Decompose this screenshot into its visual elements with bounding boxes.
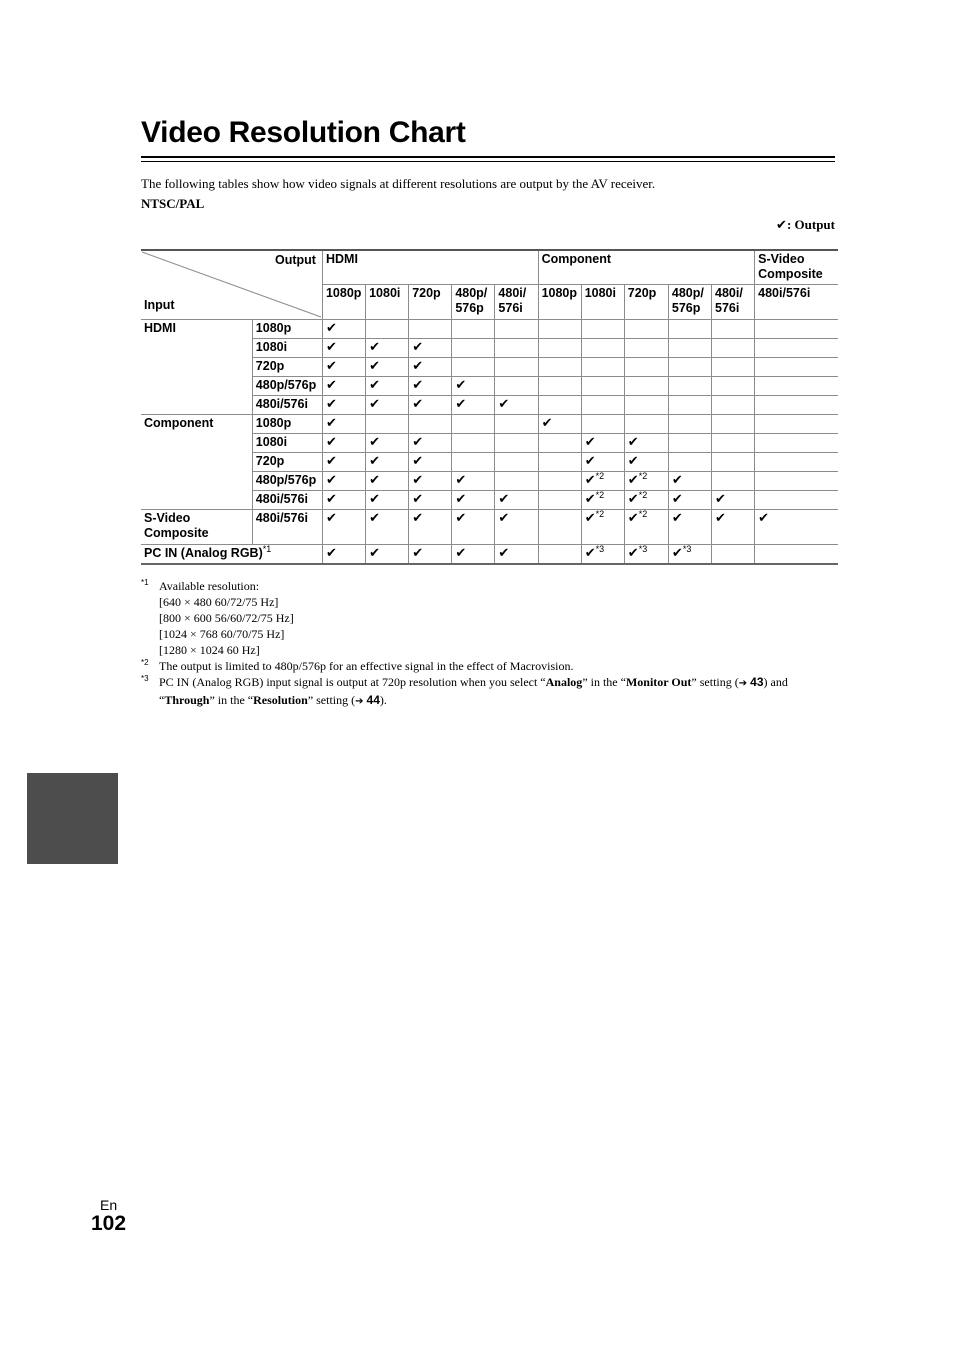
output-cell — [712, 472, 755, 491]
check-icon: ✔ — [498, 397, 510, 412]
output-cell — [538, 320, 581, 339]
output-cell — [538, 453, 581, 472]
output-cell — [452, 434, 495, 453]
input-group-label — [141, 545, 322, 565]
output-legend — [776, 217, 835, 233]
output-cell — [538, 358, 581, 377]
output-cell — [366, 396, 409, 415]
output-cell — [366, 453, 409, 472]
legend-text: : Output — [786, 217, 835, 232]
check-icon: ✔ — [671, 511, 683, 526]
page-title: Video Resolution Chart — [141, 116, 466, 149]
output-cell — [538, 396, 581, 415]
check-icon: ✔ — [325, 511, 337, 526]
footnote-ref: *2 — [638, 490, 648, 500]
output-cell — [668, 396, 711, 415]
output-cell — [538, 545, 581, 565]
footnote-mark: *3 — [141, 674, 149, 683]
output-cell — [409, 510, 452, 545]
output-cell — [668, 358, 711, 377]
output-cell — [495, 434, 538, 453]
arrow-icon: ➔ — [355, 696, 364, 707]
output-cell — [366, 377, 409, 396]
output-cell — [322, 377, 365, 396]
check-icon: ✔ — [412, 546, 424, 561]
intro-paragraph: The following tables show how video signals at different resolutions are output by the AV receiver. — [141, 176, 656, 191]
output-cell — [495, 358, 538, 377]
output-cell — [755, 320, 838, 339]
check-icon: ✔ — [369, 340, 380, 355]
output-cell — [366, 545, 409, 565]
output-cell — [409, 415, 452, 434]
output-cell — [712, 434, 755, 453]
output-cell — [755, 545, 838, 565]
output-cell — [495, 545, 538, 565]
check-icon: ✔ — [412, 340, 424, 355]
resolution-header: 1080p — [322, 285, 365, 320]
output-cell — [409, 377, 452, 396]
check-icon: ✔ — [325, 546, 337, 561]
output-cell — [322, 396, 365, 415]
check-icon: ✔ — [369, 435, 380, 450]
output-cell — [624, 358, 668, 377]
output-cell — [366, 339, 409, 358]
output-cell — [366, 510, 409, 545]
output-cell — [366, 472, 409, 491]
output-cell — [668, 320, 711, 339]
output-cell — [755, 472, 838, 491]
resolution-header: 1080i — [366, 285, 409, 320]
footnote-text: Available resolution: — [159, 579, 260, 593]
check-icon: ✔ — [776, 218, 787, 233]
group-header-hdmi: HDMI — [322, 250, 538, 285]
check-icon: ✔ — [455, 397, 467, 412]
input-resolution: 1080p — [252, 320, 322, 339]
output-cell — [322, 320, 365, 339]
check-icon: ✔ — [412, 511, 424, 526]
check-icon: ✔ — [369, 492, 380, 507]
output-cell — [409, 472, 452, 491]
resolution-header: 720p — [409, 285, 452, 320]
output-cell — [322, 415, 365, 434]
footnote-ref: *2 — [595, 490, 605, 500]
output-cell — [712, 453, 755, 472]
input-resolution: 480i/576i — [252, 491, 322, 510]
header-row-groups — [141, 250, 838, 285]
output-cell — [581, 339, 624, 358]
output-cell — [581, 377, 624, 396]
output-cell — [538, 339, 581, 358]
output-cell — [409, 339, 452, 358]
check-icon: ✔ — [325, 473, 337, 488]
output-cell — [495, 339, 538, 358]
output-cell — [668, 377, 711, 396]
footnote-2 — [141, 658, 841, 674]
output-cell — [755, 377, 838, 396]
output-cell — [624, 472, 668, 491]
check-icon: ✔ — [758, 511, 770, 526]
input-resolution: 480p/576p — [252, 472, 322, 491]
footnote-ref: *3 — [638, 544, 648, 554]
footnote-ref: *2 — [638, 509, 648, 519]
input-resolution: 480i/576i — [252, 510, 322, 545]
output-cell — [452, 377, 495, 396]
input-group-label: Component — [141, 415, 252, 510]
output-cell — [712, 377, 755, 396]
check-icon: ✔ — [455, 511, 467, 526]
check-icon: ✔ — [325, 435, 337, 450]
output-cell — [624, 434, 668, 453]
check-icon: ✔ — [584, 511, 596, 526]
check-icon: ✔ — [369, 454, 380, 469]
output-cell — [755, 396, 838, 415]
check-icon: ✔ — [325, 454, 337, 469]
output-cell — [452, 320, 495, 339]
output-cell — [322, 510, 365, 545]
output-cell — [668, 545, 711, 565]
check-icon: ✔ — [498, 546, 510, 561]
output-cell — [322, 491, 365, 510]
check-icon: ✔ — [325, 340, 337, 355]
output-cell — [581, 434, 624, 453]
check-icon: ✔ — [412, 397, 424, 412]
output-cell — [495, 320, 538, 339]
output-cell — [712, 320, 755, 339]
title-rule-thick — [141, 156, 835, 158]
output-cell — [452, 472, 495, 491]
resolution-table — [141, 249, 838, 565]
resolution-header: 480p/ 576p — [452, 285, 495, 320]
page-number: 102 — [91, 1212, 127, 1235]
resolution-line: [640 × 480 60/72/75 Hz] — [159, 595, 279, 609]
footnote-ref: *3 — [682, 544, 692, 554]
footnote-text: PC IN (Analog RGB) input signal is output at 720p resolution when you select “Analog” in the “Monitor Out” setting (➔ 43) and “Through” in the “Resolution” setting (➔ 44). — [159, 675, 788, 707]
input-resolution: 480p/576p — [252, 377, 322, 396]
footnote-ref: *2 — [638, 471, 648, 481]
footnote-ref: *3 — [595, 544, 605, 554]
output-cell — [366, 491, 409, 510]
check-icon: ✔ — [584, 473, 596, 488]
output-cell — [452, 396, 495, 415]
input-group-label: S-Video Composite — [141, 510, 252, 545]
output-cell — [624, 415, 668, 434]
footnote-3 — [141, 674, 841, 710]
output-cell — [409, 434, 452, 453]
check-icon: ✔ — [584, 546, 596, 561]
check-icon: ✔ — [715, 511, 726, 526]
footnote-1 — [141, 578, 841, 658]
output-cell — [538, 434, 581, 453]
resolution-line: [1024 × 768 60/70/75 Hz] — [159, 627, 285, 641]
check-icon: ✔ — [455, 546, 467, 561]
output-cell — [495, 377, 538, 396]
output-cell — [581, 396, 624, 415]
check-icon: ✔ — [412, 378, 424, 393]
footnote-mark: *1 — [141, 578, 149, 587]
output-cell — [409, 491, 452, 510]
output-cell — [409, 358, 452, 377]
output-cell — [712, 415, 755, 434]
output-cell — [452, 491, 495, 510]
output-cell — [755, 453, 838, 472]
pc-in-label: PC IN (Analog RGB) — [144, 546, 263, 560]
output-cell — [581, 491, 624, 510]
output-cell — [755, 358, 838, 377]
check-icon: ✔ — [412, 435, 424, 450]
output-cell — [366, 320, 409, 339]
output-cell — [538, 377, 581, 396]
output-cell — [581, 415, 624, 434]
arrow-icon: ➔ — [738, 678, 748, 689]
output-cell — [495, 453, 538, 472]
output-header: Output — [275, 253, 316, 267]
table-row-pc-in — [141, 545, 838, 565]
resolution-header: 480i/ 576i — [712, 285, 755, 320]
group-header-component: Component — [538, 250, 755, 285]
input-resolution: 1080i — [252, 339, 322, 358]
check-icon: ✔ — [498, 511, 510, 526]
output-cell — [755, 415, 838, 434]
output-cell — [624, 510, 668, 545]
output-cell — [495, 510, 538, 545]
output-cell — [495, 491, 538, 510]
check-icon: ✔ — [584, 454, 596, 469]
group-header-svideo: S-Video Composite — [755, 250, 838, 285]
output-cell — [668, 339, 711, 358]
output-cell — [538, 491, 581, 510]
output-cell — [322, 472, 365, 491]
output-cell — [581, 358, 624, 377]
output-cell — [366, 415, 409, 434]
output-cell — [322, 339, 365, 358]
check-icon: ✔ — [325, 492, 337, 507]
page-ref: 43 — [750, 675, 764, 689]
chapter-side-tab — [27, 773, 118, 864]
check-icon: ✔ — [325, 321, 337, 336]
output-cell — [712, 358, 755, 377]
output-cell — [322, 453, 365, 472]
check-icon: ✔ — [627, 492, 639, 507]
check-icon: ✔ — [325, 416, 337, 431]
output-cell — [712, 510, 755, 545]
check-icon: ✔ — [455, 378, 467, 393]
output-cell — [538, 510, 581, 545]
check-icon: ✔ — [369, 397, 380, 412]
page-ref: 44 — [366, 693, 380, 707]
output-cell — [452, 510, 495, 545]
output-cell — [668, 510, 711, 545]
input-group-label: HDMI — [141, 320, 252, 415]
check-icon: ✔ — [369, 378, 380, 393]
output-cell — [624, 339, 668, 358]
resolution-header: 480p/ 576p — [668, 285, 711, 320]
output-cell — [409, 320, 452, 339]
resolution-header: 480i/576i — [755, 285, 838, 320]
resolution-header: 720p — [624, 285, 668, 320]
output-cell — [538, 472, 581, 491]
output-cell — [322, 545, 365, 565]
section-subheading: NTSC/PAL — [141, 196, 205, 211]
output-cell — [495, 472, 538, 491]
output-cell — [409, 545, 452, 565]
output-cell — [624, 491, 668, 510]
output-cell — [581, 545, 624, 565]
check-icon: ✔ — [627, 511, 639, 526]
output-cell — [755, 491, 838, 510]
output-cell — [668, 434, 711, 453]
check-icon: ✔ — [325, 359, 337, 374]
output-cell — [538, 415, 581, 434]
resolution-line: [1280 × 1024 60 Hz] — [159, 643, 260, 657]
check-icon: ✔ — [671, 546, 683, 561]
output-cell — [624, 320, 668, 339]
check-icon: ✔ — [412, 492, 424, 507]
output-cell — [452, 358, 495, 377]
output-cell — [409, 453, 452, 472]
resolution-line: [800 × 600 56/60/72/75 Hz] — [159, 611, 294, 625]
input-header: Input — [144, 298, 175, 312]
output-cell — [755, 510, 838, 545]
check-icon: ✔ — [412, 359, 424, 374]
output-cell — [668, 491, 711, 510]
title-rule-thin — [141, 161, 835, 162]
output-cell — [668, 453, 711, 472]
check-icon: ✔ — [671, 492, 683, 507]
check-icon: ✔ — [627, 546, 639, 561]
check-icon: ✔ — [715, 492, 726, 507]
check-icon: ✔ — [369, 359, 380, 374]
table-row — [141, 510, 838, 545]
output-cell — [452, 415, 495, 434]
check-icon: ✔ — [627, 454, 639, 469]
output-cell — [452, 453, 495, 472]
output-cell — [581, 510, 624, 545]
table-row — [141, 320, 838, 339]
footnotes — [141, 578, 841, 710]
check-icon: ✔ — [369, 511, 380, 526]
check-icon: ✔ — [369, 473, 380, 488]
output-cell — [624, 396, 668, 415]
check-icon: ✔ — [325, 397, 337, 412]
resolution-header: 480i/ 576i — [495, 285, 538, 320]
footnote-ref: *2 — [595, 471, 605, 481]
language-label: En — [100, 1197, 118, 1213]
check-icon: ✔ — [584, 435, 596, 450]
check-icon: ✔ — [455, 492, 467, 507]
input-resolution: 1080i — [252, 434, 322, 453]
input-resolution: 720p — [252, 453, 322, 472]
resolution-header: 1080p — [538, 285, 581, 320]
output-cell — [712, 491, 755, 510]
footnote-ref: *2 — [595, 509, 605, 519]
footnote-ref: *1 — [262, 544, 272, 554]
input-resolution: 1080p — [252, 415, 322, 434]
output-cell — [668, 415, 711, 434]
output-cell — [668, 472, 711, 491]
output-cell — [624, 453, 668, 472]
resolution-header: 1080i — [581, 285, 624, 320]
input-resolution: 480i/576i — [252, 396, 322, 415]
output-cell — [495, 415, 538, 434]
output-cell — [581, 453, 624, 472]
table-row — [141, 415, 838, 434]
output-cell — [581, 472, 624, 491]
output-cell — [755, 434, 838, 453]
output-cell — [322, 358, 365, 377]
output-cell — [409, 396, 452, 415]
output-cell — [624, 377, 668, 396]
output-cell — [452, 339, 495, 358]
output-cell — [712, 396, 755, 415]
check-icon: ✔ — [541, 416, 553, 431]
output-cell — [712, 545, 755, 565]
input-resolution: 720p — [252, 358, 322, 377]
output-cell — [452, 545, 495, 565]
footnote-text: The output is limited to 480p/576p for an effective signal in the effect of Macrovision. — [159, 659, 574, 673]
footnote-mark: *2 — [141, 658, 149, 667]
check-icon: ✔ — [369, 546, 380, 561]
corner-header-cell — [141, 250, 322, 320]
check-icon: ✔ — [498, 492, 510, 507]
check-icon: ✔ — [325, 378, 337, 393]
output-cell — [366, 434, 409, 453]
check-icon: ✔ — [455, 473, 467, 488]
check-icon: ✔ — [412, 454, 424, 469]
check-icon: ✔ — [627, 435, 639, 450]
output-cell — [755, 339, 838, 358]
output-cell — [712, 339, 755, 358]
check-icon: ✔ — [627, 473, 639, 488]
output-cell — [581, 320, 624, 339]
check-icon: ✔ — [412, 473, 424, 488]
check-icon: ✔ — [584, 492, 596, 507]
check-icon: ✔ — [671, 473, 683, 488]
output-cell — [322, 434, 365, 453]
output-cell — [624, 545, 668, 565]
output-cell — [366, 358, 409, 377]
output-cell — [495, 396, 538, 415]
